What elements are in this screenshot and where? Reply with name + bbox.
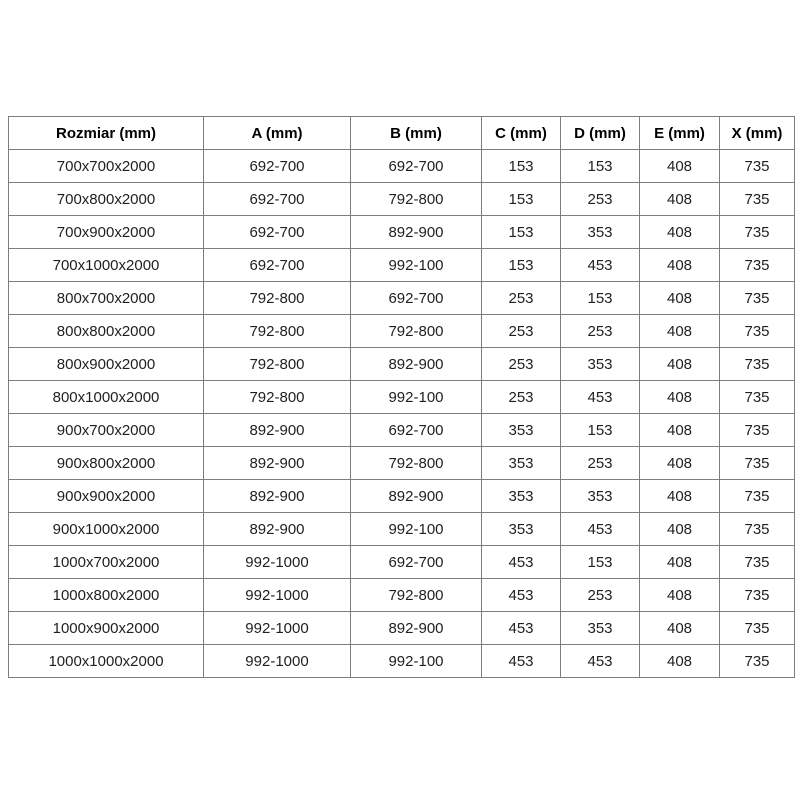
column-header-e: E (mm) xyxy=(640,117,720,150)
table-cell: 900x1000x2000 xyxy=(9,513,204,546)
table-cell: 892-900 xyxy=(351,480,482,513)
table-cell: 408 xyxy=(640,414,720,447)
table-cell: 800x900x2000 xyxy=(9,348,204,381)
table-cell: 453 xyxy=(561,513,640,546)
table-row xyxy=(9,480,795,513)
column-header-d: D (mm) xyxy=(561,117,640,150)
table-cell: 735 xyxy=(720,249,795,282)
table-cell: 453 xyxy=(482,612,561,645)
table-cell: 253 xyxy=(482,315,561,348)
table-cell: 408 xyxy=(640,216,720,249)
table-cell: 735 xyxy=(720,216,795,249)
table-cell: 153 xyxy=(482,216,561,249)
table-cell: 153 xyxy=(482,150,561,183)
table-cell: 1000x800x2000 xyxy=(9,579,204,612)
table-row xyxy=(9,447,795,480)
table-cell: 153 xyxy=(482,183,561,216)
table-cell: 353 xyxy=(482,480,561,513)
table-cell: 692-700 xyxy=(351,546,482,579)
table-cell: 353 xyxy=(561,216,640,249)
table-cell: 153 xyxy=(561,282,640,315)
column-header-x: X (mm) xyxy=(720,117,795,150)
table-cell: 792-800 xyxy=(204,315,351,348)
table-cell: 992-100 xyxy=(351,645,482,678)
table-row xyxy=(9,183,795,216)
table-cell: 800x800x2000 xyxy=(9,315,204,348)
table-cell: 992-1000 xyxy=(204,612,351,645)
table-cell: 408 xyxy=(640,315,720,348)
table-cell: 408 xyxy=(640,447,720,480)
table-cell: 408 xyxy=(640,249,720,282)
table-cell: 692-700 xyxy=(204,249,351,282)
table-cell: 153 xyxy=(561,414,640,447)
table-row xyxy=(9,216,795,249)
table-cell: 735 xyxy=(720,447,795,480)
table-cell: 792-800 xyxy=(351,183,482,216)
table-cell: 1000x900x2000 xyxy=(9,612,204,645)
table-cell: 792-800 xyxy=(351,447,482,480)
table-cell: 700x800x2000 xyxy=(9,183,204,216)
table-cell: 792-800 xyxy=(204,381,351,414)
table-row xyxy=(9,381,795,414)
table-cell: 408 xyxy=(640,513,720,546)
table-cell: 408 xyxy=(640,381,720,414)
table-cell: 792-800 xyxy=(204,282,351,315)
table-cell: 900x900x2000 xyxy=(9,480,204,513)
table-cell: 892-900 xyxy=(351,348,482,381)
table-cell: 353 xyxy=(561,612,640,645)
table-cell: 735 xyxy=(720,315,795,348)
table-cell: 253 xyxy=(561,579,640,612)
table-cell: 453 xyxy=(482,645,561,678)
table-cell: 253 xyxy=(482,381,561,414)
table-cell: 892-900 xyxy=(204,513,351,546)
table-cell: 800x700x2000 xyxy=(9,282,204,315)
table-cell: 735 xyxy=(720,579,795,612)
table-row xyxy=(9,249,795,282)
table-row xyxy=(9,579,795,612)
table-cell: 692-700 xyxy=(351,282,482,315)
table-cell: 700x700x2000 xyxy=(9,150,204,183)
table-cell: 792-800 xyxy=(351,579,482,612)
table-cell: 800x1000x2000 xyxy=(9,381,204,414)
table-cell: 692-700 xyxy=(204,150,351,183)
table-row xyxy=(9,513,795,546)
size-table-container xyxy=(8,116,795,678)
table-cell: 153 xyxy=(561,546,640,579)
table-row xyxy=(9,612,795,645)
table-cell: 700x900x2000 xyxy=(9,216,204,249)
table-cell: 408 xyxy=(640,612,720,645)
column-header-c: C (mm) xyxy=(482,117,561,150)
table-cell: 153 xyxy=(561,150,640,183)
table-cell: 353 xyxy=(482,414,561,447)
column-header-rozmiar: Rozmiar (mm) xyxy=(9,117,204,150)
table-cell: 892-900 xyxy=(351,216,482,249)
table-cell: 453 xyxy=(482,579,561,612)
table-cell: 453 xyxy=(561,381,640,414)
table-cell: 408 xyxy=(640,348,720,381)
table-cell: 1000x700x2000 xyxy=(9,546,204,579)
table-cell: 735 xyxy=(720,645,795,678)
table-cell: 453 xyxy=(561,249,640,282)
table-cell: 253 xyxy=(482,348,561,381)
table-cell: 892-900 xyxy=(204,447,351,480)
table-row xyxy=(9,546,795,579)
table-cell: 900x700x2000 xyxy=(9,414,204,447)
table-cell: 408 xyxy=(640,480,720,513)
table-cell: 735 xyxy=(720,513,795,546)
table-cell: 992-1000 xyxy=(204,645,351,678)
table-header-row xyxy=(9,117,795,150)
table-cell: 735 xyxy=(720,480,795,513)
table-cell: 408 xyxy=(640,579,720,612)
table-cell: 453 xyxy=(561,645,640,678)
size-table xyxy=(8,116,795,678)
table-cell: 253 xyxy=(561,183,640,216)
table-cell: 792-800 xyxy=(204,348,351,381)
table-cell: 153 xyxy=(482,249,561,282)
table-cell: 735 xyxy=(720,348,795,381)
table-cell: 692-700 xyxy=(351,414,482,447)
table-cell: 253 xyxy=(561,315,640,348)
table-cell: 408 xyxy=(640,282,720,315)
table-cell: 253 xyxy=(482,282,561,315)
table-cell: 408 xyxy=(640,546,720,579)
table-cell: 353 xyxy=(561,348,640,381)
table-cell: 453 xyxy=(482,546,561,579)
table-cell: 992-100 xyxy=(351,249,482,282)
table-cell: 408 xyxy=(640,183,720,216)
column-header-b: B (mm) xyxy=(351,117,482,150)
table-cell: 692-700 xyxy=(204,183,351,216)
table-cell: 735 xyxy=(720,414,795,447)
table-cell: 735 xyxy=(720,546,795,579)
table-cell: 735 xyxy=(720,183,795,216)
table-cell: 792-800 xyxy=(351,315,482,348)
column-header-a: A (mm) xyxy=(204,117,351,150)
table-row xyxy=(9,150,795,183)
table-cell: 892-900 xyxy=(204,480,351,513)
table-cell: 353 xyxy=(482,447,561,480)
table-cell: 735 xyxy=(720,381,795,414)
table-cell: 892-900 xyxy=(351,612,482,645)
table-cell: 992-100 xyxy=(351,381,482,414)
table-cell: 992-100 xyxy=(351,513,482,546)
table-cell: 992-1000 xyxy=(204,546,351,579)
table-row xyxy=(9,282,795,315)
table-cell: 353 xyxy=(561,480,640,513)
table-row xyxy=(9,414,795,447)
table-cell: 1000x1000x2000 xyxy=(9,645,204,678)
table-cell: 700x1000x2000 xyxy=(9,249,204,282)
table-cell: 353 xyxy=(482,513,561,546)
table-cell: 992-1000 xyxy=(204,579,351,612)
table-cell: 892-900 xyxy=(204,414,351,447)
table-cell: 408 xyxy=(640,645,720,678)
table-cell: 692-700 xyxy=(204,216,351,249)
table-cell: 735 xyxy=(720,612,795,645)
table-cell: 253 xyxy=(561,447,640,480)
table-row xyxy=(9,645,795,678)
table-row xyxy=(9,348,795,381)
table-cell: 900x800x2000 xyxy=(9,447,204,480)
table-cell: 735 xyxy=(720,282,795,315)
table-row xyxy=(9,315,795,348)
table-cell: 408 xyxy=(640,150,720,183)
table-cell: 692-700 xyxy=(351,150,482,183)
table-cell: 735 xyxy=(720,150,795,183)
